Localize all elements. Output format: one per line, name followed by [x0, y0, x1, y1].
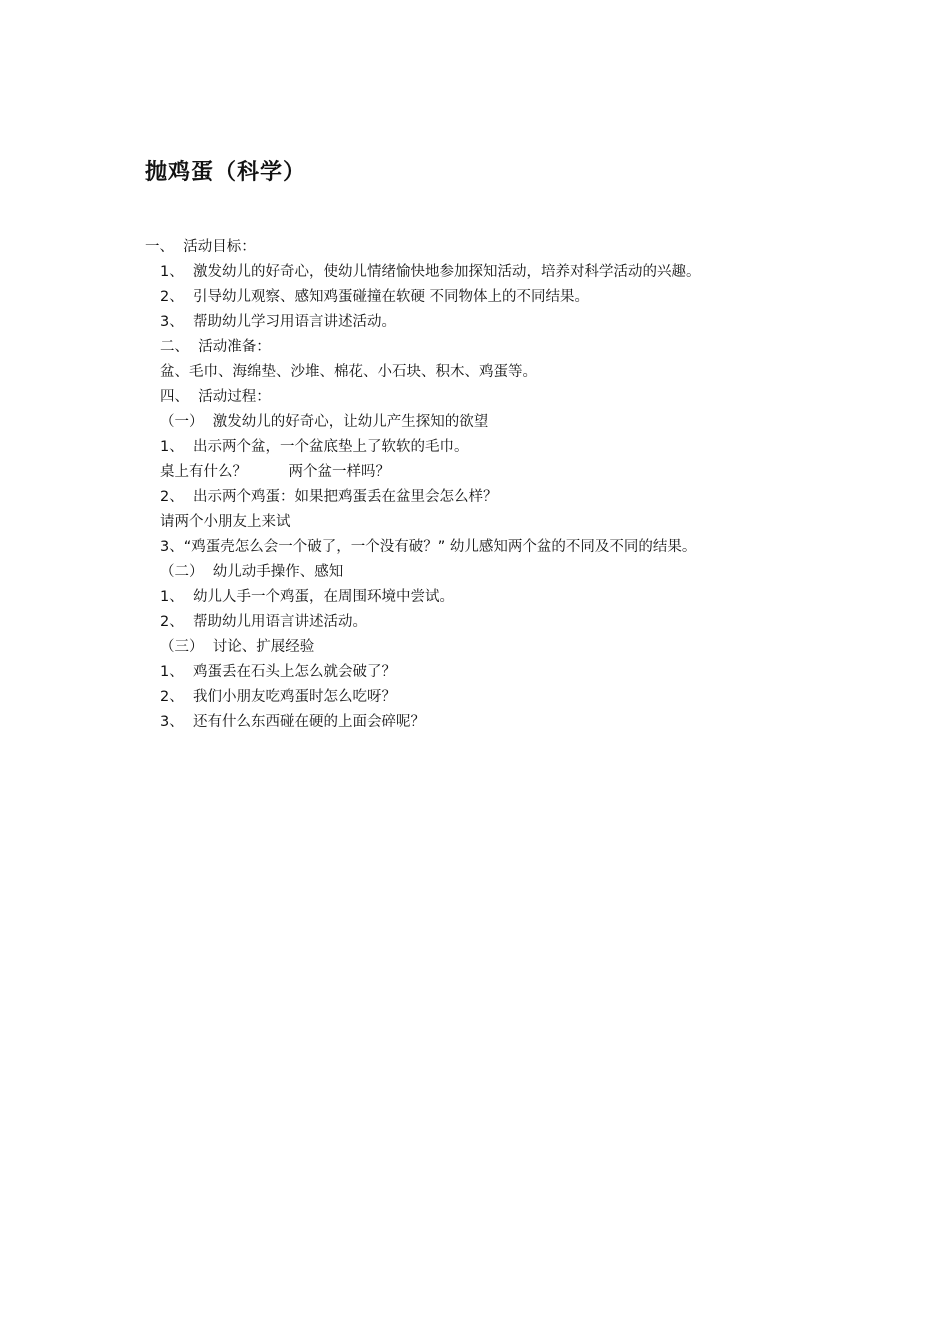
process-subheading-1: （一） 激发幼儿的好奇心，让幼儿产生探知的欲望	[160, 414, 489, 430]
process-step-2-1: 1、 幼儿人手一个鸡蛋，在周围环境中尝试。	[160, 589, 454, 605]
section-heading-preparation: 二、 活动准备：	[160, 339, 271, 355]
goal-item-2: 2、 引导幼儿观察、感知鸡蛋碰撞在软硬 不同物体上的不同结果。	[160, 289, 590, 305]
process-step-1-2: 2、 出示两个鸡蛋：如果把鸡蛋丢在盆里会怎么样？	[160, 489, 498, 505]
process-question-line: 桌上有什么？ 两个盆一样吗？	[160, 464, 390, 480]
process-subheading-3: （三） 讨论、扩展经验	[160, 639, 315, 655]
process-subheading-2: （二） 幼儿动手操作、感知	[160, 564, 344, 580]
goal-item-1: 1、 激发幼儿的好奇心，使幼儿情绪愉快地参加探知活动，培养对科学活动的兴趣。	[160, 264, 701, 280]
materials-list: 盆、毛巾、海绵垫、沙堆、棉花、小石块、积木、鸡蛋等。	[160, 364, 537, 380]
process-step-1-3: 3、“鸡蛋壳怎么会一个破了，一个没有破？” 幼儿感知两个盆的不同及不同的结果。	[160, 539, 697, 555]
section-heading-process: 四、 活动过程：	[160, 389, 271, 405]
section-heading-goals: 一、 活动目标：	[145, 239, 256, 255]
document-title: 抛鸡蛋（科学）	[145, 160, 307, 185]
process-note-line: 请两个小朋友上来试	[160, 514, 291, 530]
process-step-1-1: 1、 出示两个盆，一个盆底垫上了软软的毛巾。	[160, 439, 469, 455]
process-step-2-2: 2、 帮助幼儿用语言讲述活动。	[160, 614, 367, 630]
process-step-3-3: 3、 还有什么东西碰在硬的上面会碎呢？	[160, 714, 425, 730]
goal-item-3: 3、 帮助幼儿学习用语言讲述活动。	[160, 314, 396, 330]
process-step-3-2: 2、 我们小朋友吃鸡蛋时怎么吃呀？	[160, 689, 396, 705]
process-step-3-1: 1、 鸡蛋丢在石头上怎么就会破了？	[160, 664, 396, 680]
